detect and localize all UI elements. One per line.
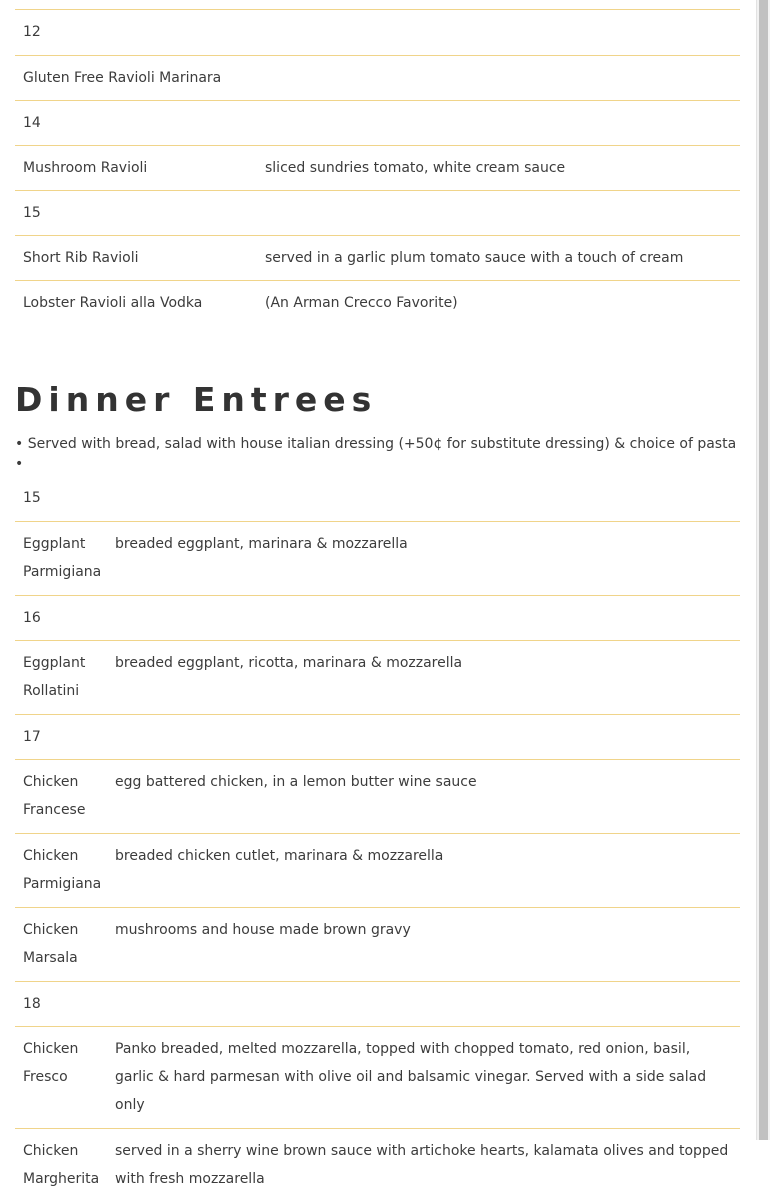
top-divider [15, 0, 740, 10]
dinner-entrees-table [15, 476, 740, 1202]
item-description: breaded eggplant, marinara & mozzarella [107, 521, 740, 595]
menu-item-row [15, 1128, 740, 1202]
item-name: Chicken Parmigiana [15, 833, 107, 907]
item-description [257, 55, 740, 100]
item-name: Eggplant Parmigiana [15, 521, 107, 595]
price-row [15, 476, 740, 521]
item-description: breaded eggplant, ricotta, marinara & mozzarella [107, 640, 740, 714]
item-description: sliced sundries tomato, white cream sauce [257, 145, 740, 190]
menu-item-row [15, 145, 740, 190]
item-description: breaded chicken cutlet, marinara & mozzarella [107, 833, 740, 907]
section-note: • Served with bread, salad with house italian dressing (+50¢ for substitute dressing) & choice of pasta • [15, 436, 737, 472]
item-name: Short Rib Ravioli [15, 235, 257, 280]
item-name: Lobster Ravioli alla Vodka [23, 294, 203, 311]
vertical-scrollbar[interactable] [756, 0, 770, 1140]
price-label: 18 [15, 981, 740, 1026]
menu-item-row [15, 280, 740, 325]
item-name: Chicken Fresco [15, 1026, 107, 1128]
menu-item-row [15, 907, 740, 981]
menu-item-row [15, 521, 740, 595]
price-label: 17 [15, 714, 740, 759]
price-row [15, 714, 740, 759]
price-label: 14 [15, 100, 740, 145]
menu-item-row [15, 759, 740, 833]
item-name: Mushroom Ravioli [15, 145, 257, 190]
item-description: mushrooms and house made brown gravy [107, 907, 740, 981]
item-name: Chicken Margherita [23, 1142, 100, 1187]
section-title-dinner-entrees: Dinner Entrees [15, 380, 378, 419]
price-label: 15 [15, 476, 740, 521]
price-label: 16 [15, 595, 740, 640]
price-row [15, 10, 740, 55]
item-name: Gluten Free Ravioli Marinara [15, 55, 257, 100]
price-row [15, 981, 740, 1026]
item-name: Chicken Francese [15, 759, 107, 833]
menu-item-row [15, 235, 740, 280]
menu-item-row [15, 55, 740, 100]
menu-item-row [15, 833, 740, 907]
price-row [15, 190, 740, 235]
item-name: Chicken Marsala [15, 907, 107, 981]
price-row [15, 595, 740, 640]
menu-item-row [15, 1026, 740, 1128]
item-description: served in a sherry wine brown sauce with artichoke hearts, kalamata olives and topped with fresh mozzarella [115, 1142, 729, 1187]
scrollbar-thumb[interactable] [759, 0, 768, 1140]
item-description: (An Arman Crecco Favorite) [265, 294, 458, 311]
price-row [15, 100, 740, 145]
item-description: served in a garlic plum tomato sauce with a touch of cream [257, 235, 740, 280]
item-description: egg battered chicken, in a lemon butter wine sauce [107, 759, 740, 833]
item-description: Panko breaded, melted mozzarella, topped with chopped tomato, red onion, basil, garlic & hard parmesan with olive oil and balsamic vinegar. Served with a side salad only [107, 1026, 740, 1128]
ravioli-table [15, 10, 740, 325]
menu-content [15, 0, 740, 1202]
menu-item-row [15, 640, 740, 714]
price-label: 12 [15, 10, 740, 55]
price-label: 15 [15, 190, 740, 235]
item-name: Eggplant Rollatini [15, 640, 107, 714]
